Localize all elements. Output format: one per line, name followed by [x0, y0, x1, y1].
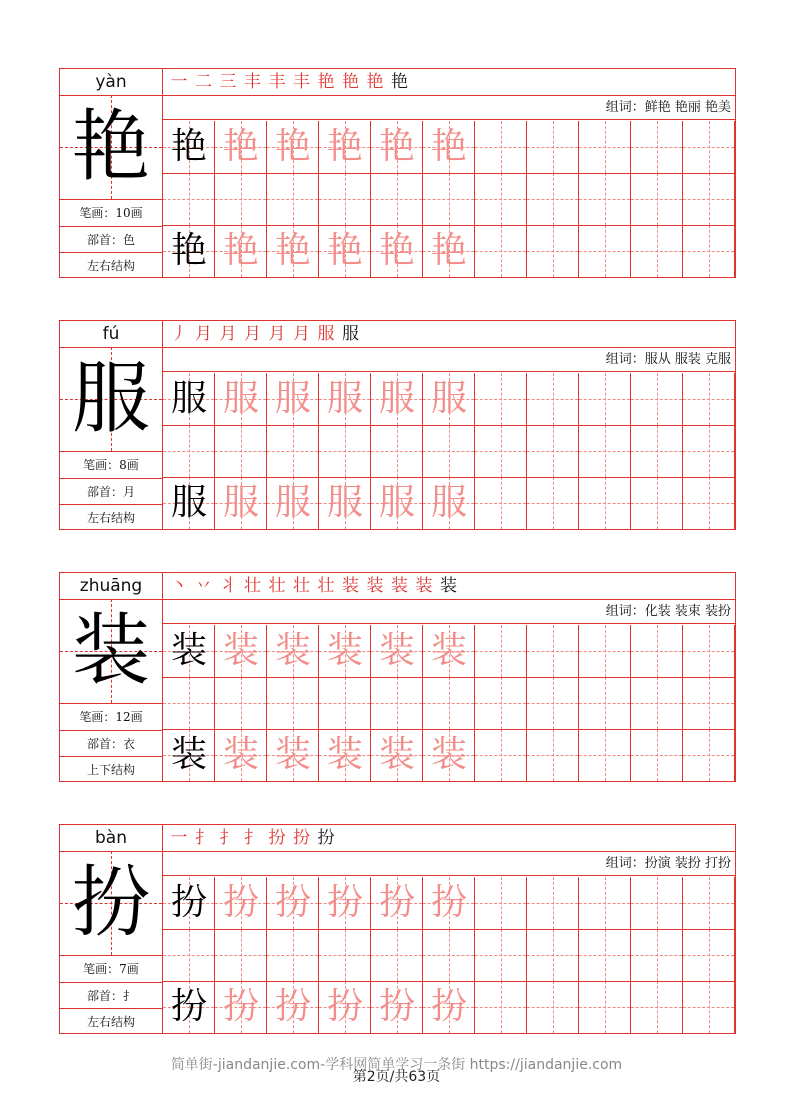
writing-cell[interactable]	[683, 425, 735, 477]
trace-character: 服	[430, 378, 467, 419]
writing-cell[interactable]	[163, 877, 215, 929]
writing-cell[interactable]	[371, 677, 423, 729]
trace-character: 艳	[274, 230, 311, 271]
trace-character: 服	[274, 482, 311, 523]
stroke-count: 笔画：7画	[83, 962, 139, 976]
writing-cell[interactable]	[215, 373, 267, 425]
writing-cell[interactable]	[163, 981, 215, 1033]
writing-cell[interactable]	[319, 477, 371, 529]
writing-cell[interactable]	[319, 625, 371, 677]
writing-cell[interactable]	[267, 173, 319, 225]
trace-character: 扮	[222, 986, 259, 1027]
word-examples: 组词：扮演 装扮 打扮	[163, 851, 735, 876]
writing-cell[interactable]	[579, 225, 631, 277]
trace-character: 装	[222, 630, 259, 671]
writing-cell[interactable]	[527, 121, 579, 173]
stroke-step: 壮	[293, 576, 310, 596]
radical: 部首：扌	[60, 982, 162, 1009]
stroke-order-row	[163, 321, 735, 348]
trace-character: 艳	[430, 126, 467, 167]
writing-cell[interactable]	[527, 877, 579, 929]
trace-character: 扮	[378, 986, 415, 1027]
stroke-step: 丰	[244, 72, 261, 92]
writing-cell[interactable]	[215, 929, 267, 981]
radical: 部首：衣	[60, 730, 162, 757]
word-examples: 组词：化装 装束 装扮	[163, 599, 735, 624]
writing-cell[interactable]	[423, 677, 475, 729]
writing-cell[interactable]	[163, 729, 215, 781]
writing-cell[interactable]	[631, 929, 683, 981]
writing-cell[interactable]	[371, 477, 423, 529]
word-examples: 组词：鲜艳 艳丽 艳美	[163, 95, 735, 120]
writing-cell[interactable]	[215, 477, 267, 529]
stroke-step: 装	[366, 576, 384, 596]
practice-grid	[163, 572, 736, 782]
model-character: 装	[170, 734, 207, 775]
stroke-step: 壮	[244, 576, 261, 596]
trace-character: 扮	[430, 882, 467, 923]
word-examples: 组词：服从 服装 克服	[163, 347, 735, 372]
writing-cell[interactable]	[215, 225, 267, 277]
stroke-step: 二	[195, 72, 212, 92]
writing-cell[interactable]	[683, 981, 735, 1033]
character-info-panel	[59, 572, 163, 782]
stroke-order-row	[163, 573, 735, 600]
writing-cell[interactable]	[527, 373, 579, 425]
writing-row	[163, 677, 735, 729]
model-character: 扮	[170, 986, 207, 1027]
writing-cell[interactable]	[579, 373, 631, 425]
writing-cell[interactable]	[631, 225, 683, 277]
character-info-panel	[59, 320, 163, 530]
writing-row	[163, 173, 735, 225]
trace-character: 扮	[326, 986, 363, 1027]
writing-cell[interactable]	[527, 625, 579, 677]
writing-cell[interactable]	[631, 981, 683, 1033]
writing-row	[163, 729, 735, 781]
large-character	[60, 347, 162, 452]
trace-character: 艳	[222, 230, 259, 271]
writing-cell[interactable]	[579, 625, 631, 677]
footer-site: 简单街-jiandanjie.com-学科网简单学习一条街 https://jiandanjie.com	[170, 1057, 623, 1073]
trace-character: 服	[274, 378, 311, 419]
structure: 左右结构	[60, 1008, 162, 1035]
writing-cell[interactable]	[631, 173, 683, 225]
stroke-step: 一	[170, 828, 188, 848]
writing-cell[interactable]	[475, 121, 527, 173]
writing-cell[interactable]	[319, 729, 371, 781]
trace-character: 服	[378, 482, 415, 523]
writing-cell[interactable]	[371, 121, 423, 173]
writing-cell[interactable]	[319, 425, 371, 477]
writing-cell[interactable]	[579, 729, 631, 781]
writing-cell[interactable]	[527, 981, 579, 1033]
writing-cell[interactable]	[163, 477, 215, 529]
writing-cell[interactable]	[267, 981, 319, 1033]
writing-cell[interactable]	[631, 477, 683, 529]
stroke-step: 月	[219, 324, 237, 344]
writing-cell[interactable]	[215, 981, 267, 1033]
writing-cell[interactable]	[579, 477, 631, 529]
practice-grid	[163, 68, 736, 278]
trace-character: 装	[378, 630, 415, 671]
stroke-step: 丬	[219, 576, 237, 596]
writing-row	[163, 225, 735, 277]
writing-cell[interactable]	[683, 929, 735, 981]
stroke-count: 笔画：8画	[83, 458, 139, 472]
writing-cell[interactable]	[631, 373, 683, 425]
writing-cell[interactable]	[475, 981, 527, 1033]
writing-cell[interactable]	[371, 929, 423, 981]
character-block	[59, 572, 736, 784]
writing-cell[interactable]	[683, 373, 735, 425]
trace-character: 服	[222, 482, 259, 523]
writing-cell[interactable]	[631, 121, 683, 173]
writing-cell[interactable]	[215, 677, 267, 729]
writing-cell[interactable]	[579, 677, 631, 729]
writing-cell[interactable]	[683, 625, 735, 677]
writing-cell[interactable]	[631, 729, 683, 781]
character-block	[59, 824, 736, 1036]
stroke-step: 壮	[268, 576, 286, 596]
writing-cell[interactable]	[267, 225, 319, 277]
stroke-step: 月	[244, 324, 261, 344]
writing-cell[interactable]	[475, 929, 527, 981]
trace-character: 扮	[430, 986, 467, 1027]
character-info-panel	[59, 824, 163, 1034]
stroke-order-row	[163, 825, 735, 852]
writing-cell[interactable]	[475, 225, 527, 277]
writing-cell[interactable]	[215, 625, 267, 677]
writing-cell[interactable]	[319, 373, 371, 425]
model-character: 艳	[170, 230, 207, 271]
writing-cell[interactable]	[371, 225, 423, 277]
writing-cell[interactable]	[371, 425, 423, 477]
writing-cell[interactable]	[579, 929, 631, 981]
writing-row	[163, 625, 735, 677]
writing-cell[interactable]	[423, 929, 475, 981]
trace-character: 装	[274, 630, 311, 671]
trace-character: 扮	[326, 882, 363, 923]
writing-cell[interactable]	[215, 121, 267, 173]
stroke-step: 月	[293, 324, 310, 344]
trace-character: 装	[222, 734, 259, 775]
model-character: 装	[170, 630, 207, 671]
writing-cell[interactable]	[319, 225, 371, 277]
writing-cell[interactable]	[475, 373, 527, 425]
writing-cell[interactable]	[163, 373, 215, 425]
writing-cell[interactable]	[423, 173, 475, 225]
trace-character: 扮	[274, 882, 311, 923]
writing-cell[interactable]	[163, 121, 215, 173]
writing-cell[interactable]	[683, 477, 735, 529]
writing-cell[interactable]	[371, 373, 423, 425]
trace-character: 扮	[222, 882, 259, 923]
stroke-step: 装	[440, 576, 457, 596]
writing-row	[163, 477, 735, 529]
writing-cell[interactable]	[527, 729, 579, 781]
radical: 部首：色	[60, 226, 162, 253]
writing-cell[interactable]	[631, 677, 683, 729]
pinyin: zhuāng	[60, 573, 162, 600]
stroke-step: 三	[219, 72, 237, 92]
writing-cell[interactable]	[163, 929, 215, 981]
trace-character: 装	[430, 630, 467, 671]
stroke-step: 装	[342, 576, 359, 596]
writing-cell[interactable]	[527, 677, 579, 729]
writing-cell[interactable]	[631, 625, 683, 677]
large-character-glyph: 装	[71, 606, 150, 696]
stroke-step: 服	[317, 324, 335, 344]
stroke-step: 扮	[293, 828, 310, 848]
trace-character: 装	[378, 734, 415, 775]
stroke-step: 一	[170, 72, 188, 92]
large-character-glyph: 扮	[71, 858, 150, 948]
stroke-step: 壮	[317, 576, 335, 596]
writing-row	[163, 373, 735, 425]
writing-cell[interactable]	[267, 425, 319, 477]
writing-cell[interactable]	[319, 121, 371, 173]
writing-cell[interactable]	[527, 173, 579, 225]
pinyin: bàn	[60, 825, 162, 852]
stroke-step: 丰	[268, 72, 286, 92]
stroke-step: 月	[268, 324, 286, 344]
writing-cell[interactable]	[475, 173, 527, 225]
writing-cell[interactable]	[527, 477, 579, 529]
stroke-step: 扌	[195, 828, 212, 848]
writing-cell[interactable]	[423, 425, 475, 477]
writing-cell[interactable]	[267, 121, 319, 173]
writing-cell[interactable]	[319, 929, 371, 981]
writing-cell[interactable]	[163, 173, 215, 225]
large-character	[60, 95, 162, 200]
writing-cell[interactable]	[267, 373, 319, 425]
trace-character: 艳	[326, 126, 363, 167]
writing-cell[interactable]	[267, 877, 319, 929]
pinyin: yàn	[60, 69, 162, 96]
structure: 上下结构	[60, 756, 162, 783]
practice-grid	[163, 320, 736, 530]
stroke-step: 扮	[317, 828, 335, 848]
writing-cell[interactable]	[683, 225, 735, 277]
trace-character: 艳	[378, 230, 415, 271]
writing-cell[interactable]	[371, 877, 423, 929]
writing-cell[interactable]	[267, 625, 319, 677]
page-number: 第2页/共63页	[352, 1069, 441, 1085]
practice-grid	[163, 824, 736, 1034]
pinyin: fú	[60, 321, 162, 348]
trace-character: 艳	[378, 126, 415, 167]
writing-row	[163, 121, 735, 173]
stroke-step: 丶	[170, 576, 188, 596]
character-block	[59, 68, 736, 280]
writing-cell[interactable]	[319, 173, 371, 225]
trace-character: 装	[326, 630, 363, 671]
trace-character: 服	[430, 482, 467, 523]
trace-character: 艳	[326, 230, 363, 271]
writing-cell[interactable]	[579, 173, 631, 225]
character-block	[59, 320, 736, 532]
writing-cell[interactable]	[423, 877, 475, 929]
writing-cell[interactable]	[319, 981, 371, 1033]
stroke-count: 笔画：12画	[79, 710, 143, 724]
structure: 左右结构	[60, 252, 162, 279]
writing-cell[interactable]	[267, 729, 319, 781]
writing-cell[interactable]	[423, 981, 475, 1033]
writing-cell[interactable]	[475, 729, 527, 781]
writing-row	[163, 877, 735, 929]
stroke-step: 扌	[219, 828, 237, 848]
writing-cell[interactable]	[683, 677, 735, 729]
writing-cell[interactable]	[215, 877, 267, 929]
trace-character: 服	[378, 378, 415, 419]
writing-row	[163, 425, 735, 477]
model-character: 扮	[170, 882, 207, 923]
writing-cell[interactable]	[475, 625, 527, 677]
writing-cell[interactable]	[527, 425, 579, 477]
trace-character: 服	[222, 378, 259, 419]
stroke-step: 艳	[317, 72, 335, 92]
writing-cell[interactable]	[371, 729, 423, 781]
large-character	[60, 599, 162, 704]
structure: 左右结构	[60, 504, 162, 531]
trace-character: 艳	[274, 126, 311, 167]
writing-cell[interactable]	[163, 425, 215, 477]
trace-character: 艳	[222, 126, 259, 167]
writing-cell[interactable]	[579, 121, 631, 173]
model-character: 服	[170, 482, 207, 523]
stroke-step: 扮	[268, 828, 286, 848]
large-character-glyph: 服	[71, 354, 150, 444]
writing-cell[interactable]	[267, 677, 319, 729]
writing-cell[interactable]	[215, 425, 267, 477]
writing-cell[interactable]	[527, 225, 579, 277]
writing-cell[interactable]	[371, 625, 423, 677]
model-character: 艳	[170, 126, 207, 167]
writing-cell[interactable]	[579, 425, 631, 477]
writing-cell[interactable]	[267, 929, 319, 981]
writing-cell[interactable]	[423, 373, 475, 425]
stroke-step: 扌	[244, 828, 261, 848]
writing-row	[163, 981, 735, 1033]
writing-cell[interactable]	[267, 477, 319, 529]
character-info-panel	[59, 68, 163, 278]
stroke-step: 丿	[170, 324, 188, 344]
writing-cell[interactable]	[579, 981, 631, 1033]
writing-cell[interactable]	[683, 729, 735, 781]
writing-cell[interactable]	[475, 877, 527, 929]
writing-cell[interactable]	[475, 425, 527, 477]
writing-cell[interactable]	[423, 625, 475, 677]
large-character-glyph: 艳	[71, 102, 150, 192]
writing-cell[interactable]	[163, 225, 215, 277]
stroke-step: 艳	[366, 72, 384, 92]
stroke-count: 笔画：10画	[79, 206, 143, 220]
writing-cell[interactable]	[423, 477, 475, 529]
writing-cell[interactable]	[683, 121, 735, 173]
trace-character: 服	[326, 482, 363, 523]
trace-character: 艳	[430, 230, 467, 271]
writing-cell[interactable]	[371, 173, 423, 225]
writing-cell[interactable]	[163, 677, 215, 729]
stroke-step: 装	[391, 576, 408, 596]
writing-cell[interactable]	[631, 877, 683, 929]
writing-row	[163, 929, 735, 981]
trace-character: 装	[326, 734, 363, 775]
writing-cell[interactable]	[475, 477, 527, 529]
stroke-order-row	[163, 69, 735, 96]
writing-cell[interactable]	[683, 173, 735, 225]
writing-cell[interactable]	[215, 729, 267, 781]
writing-cell[interactable]	[683, 877, 735, 929]
stroke-step: 艳	[391, 72, 408, 92]
trace-character: 扮	[274, 986, 311, 1027]
stroke-step: 丰	[293, 72, 310, 92]
writing-cell[interactable]	[423, 729, 475, 781]
stroke-step: 丷	[195, 576, 212, 596]
writing-cell[interactable]	[475, 677, 527, 729]
radical: 部首：月	[60, 478, 162, 505]
writing-cell[interactable]	[215, 173, 267, 225]
writing-cell[interactable]	[423, 225, 475, 277]
stroke-step: 装	[415, 576, 433, 596]
writing-cell[interactable]	[319, 677, 371, 729]
writing-cell[interactable]	[163, 625, 215, 677]
model-character: 服	[170, 378, 207, 419]
stroke-step: 艳	[342, 72, 359, 92]
trace-character: 装	[430, 734, 467, 775]
stroke-step: 月	[195, 324, 212, 344]
trace-character: 装	[274, 734, 311, 775]
stroke-step: 服	[342, 324, 359, 344]
writing-cell[interactable]	[423, 121, 475, 173]
writing-cell[interactable]	[579, 877, 631, 929]
writing-cell[interactable]	[319, 877, 371, 929]
trace-character: 扮	[378, 882, 415, 923]
trace-character: 服	[326, 378, 363, 419]
writing-cell[interactable]	[631, 425, 683, 477]
large-character	[60, 851, 162, 956]
writing-cell[interactable]	[371, 981, 423, 1033]
writing-cell[interactable]	[527, 929, 579, 981]
